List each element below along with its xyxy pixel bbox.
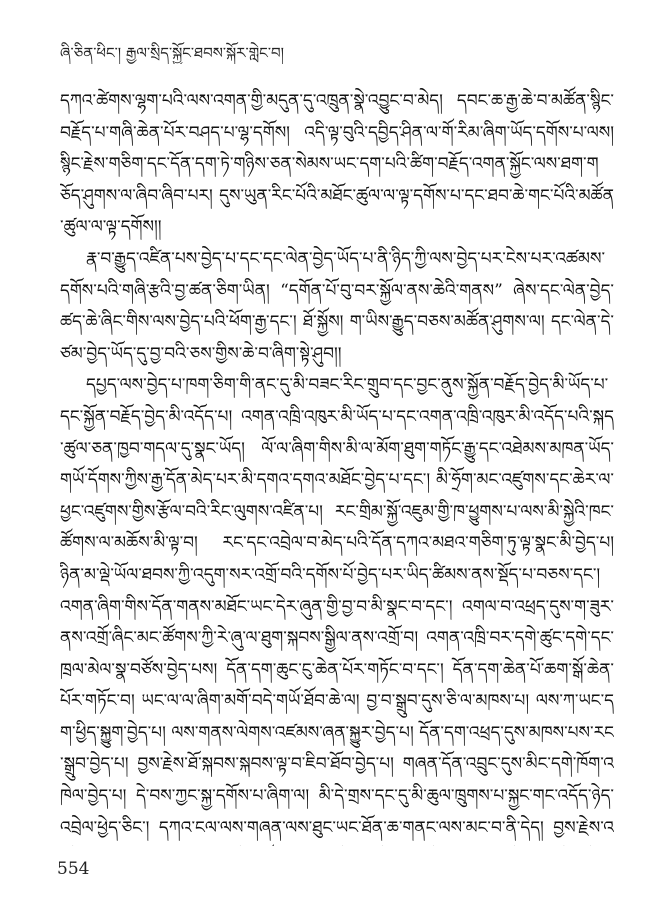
paragraph: རྣ་བ་རྒྱུད་འཛིན་པས་བྱེད་པ་དང་དང་ལེན་བྱེད་ཡོད་པ་ནི་ཉིད་ཀྱི་ལས་བྱེད་པར་ངེས་པར་འཚམས་དགོས་པའི་གཞི་རྩའི་བྱ་ཚན་ཅིག་ཡིན། “དགོན་པོ་བུ་བར་སྐྱོལ་ནས་ཆེའི་གནས” ཞེས་དང་ལེན་བྱེད་ཚད་ཆེ་ཞིང་གིས་ལས་བྱེད་པའི་ཕོག་རྒྱ་དང་། ཐོ་སྐྱོས། ག་ཡིས་རྒྱུད་བཅས་མཚོན་ཤུགས་ལ། དང་ལེན་དེ་ཙམ་བྱེད་ཡོད་དུ་བྱ་བའི་ཅས་གྱིས་ཆེ་བ་ཞིག་སྟེ་ཤུབ།། <box>60 248 614 364</box>
page-number: 554 <box>57 859 90 879</box>
body-text <box>60 86 614 846</box>
paragraph: དཔྱད་ལས་བྱེད་པ་ཁག་ཅིག་གི་ནང་དུ་མི་བཟང་རིང་གྲུབ་དང་བྱང་ནུས་སྐྱོན་བརྗོད་བྱེད་མི་ཡོད་པ་དང་སྐྱོན་བརྗོད་བྱེད་མི་འདོད་པ། འགན་འཁྲི་འཁུར་མི་ཡོད་པ་དང་འགན་འཁྲི་འཁུར་མི་འདོད་པའི་སྐད་ཚུལ་ཅན་ཁྱབ་གདལ་དུ་སྣང་ཡོད། ལོ་ལ་ཞིག་གིས་མི་ལ་མོག་ཐུག་གཏོང་རྒྱུ་དང་འཐེམས་མཁན་ཡོད་གཡོ་དོགས་ཀྱིས་རྒྱ་དོན་མེད་པར་མི་དགའ་དགའ་མཐོང་བྱེད་པ་དང་། མི་ཧྲོག་མང་འཛུགས་དང་ཆེར་ལ་ཕྱང་འཛུགས་གྱིས་རྩོལ་བའི་རིང་ལུགས་འཛིན་པ། རང་གྲིམ་སྐྱོ་འཇུམ་གྱི་ཁ་ཕྱུགས་པ་ལས་མི་སྐྱེའི་ཁང་ཚོགས་ལ་མཆོས་མི་ལྟ་བ། རང་དང་འབྲེལ་བ་མེད་པའི་དོན་དཀའ་མཐའ་གཅིག་ཏུ་ལྟ་སྣང་མི་བྱེད་པ། ཉིན་མ་ལྡེ་ཡོལ་ཐབས་ཀྱི་འདུག་སར་འགྲོ་བའི་དགོས་པོ་བྱེད་པར་ཡིད་ཚིམས་ནས་སྡོད་པ་བཅས་དང་། འགན་ཞིག་གིས་དོན་གནས་མཐོང་ཡང་དེར་ཞུན་གྱི་བྱ་བ་མི་སྣང་བ་དང་། འགལ་བ་འཕྲད་དུས་ག་ཟུར་ནས་འགྲོ་ཞིང་མང་ཚོགས་ཀྱི་རེ་ཞུ་ལ་ཐུག་སྐབས་སྒྱིལ་ནས་འགྲོ་བ། འགན་འཁྲི་བར་དགེ་ཚུང་དགེ་དང་ཁྲལ་མེལ་སྣ་བཙོས་བྱེད་པས། དོན་དག་ཆུང་ངུ་ཆེན་པོར་གཏོང་བ་དང་། དོན་དག་ཆེན་པོ་ཆག་སྒོ་ཆེན་པོར་གཏོང་བ། ཡང་ལ་ལ་ཞིག་མགོ་བདེ་གཡོ་ཐོབ་ཆེ་ལ། བྱ་བ་སྒྲུབ་དུས་ཅི་ལ་མཁས་པ། ལས་ཀ་ཡང་དག་ཕྱིད་སྐྱུག་བྱེད་པ། ལས་གནས་ལེགས་འཛམས་ཞན་སྐྱུར་བྱེད་པ། དོན་དག་འཕྲད་དུས་མཁས་པས་རང་སྒྲུབ་བྱེད་པ། བྱས་རྗེས་ཐོ་སྐབས་སྐབས་ལྟ་བ་ཇིབ་ཐོབ་བྱེད་པ། གཞན་དོན་འབྲུང་དུས་མིང་དགེ་ཁོག་འཁེལ་བྱེད་པ། དེ་བས་ཀྱང་སྐྱ་དགོས་པ་ཞིག་ལ། མི་དེ་གྲས་དང་དུ་མི་ཆུལ་ཁྲུགས་པ་སྐྱང་གང་འདོད་ཉེད་འབྲེལ་ཕྱེད་ཅིང་། དཀའ་ངལ་ལས་གཞན་ལས་ཐུང་ཡང་ཐོན་ཆ་གནང་ལས་མང་བ་ནི་དེད། བྱས་རྗེས་འ <box>60 375 614 838</box>
running-head: ཞི་ཅིན་ཕིང་། རྒྱལ་སྲིད་སྐྱོང་ཐབས་སྐོར་གླེང་བ། <box>60 44 284 62</box>
paragraph: དཀའ་ཚེགས་ལྷག་པའི་ལས་འགན་གྱི་མདུན་དུ་འཁྲུན་སྣེ་འབྱུང་བ་མེད། དབང་ཆ་རྒྱ་ཆེ་བ་མཚོན་སྙིང་བརྗོད་པ་གཞི་ཆེན་པོར་བཤད་པ་ལྷ་དགོས། འདི་ལྟ་བུའི་དབྱིད་ཤིན་ལ་གོ་རིམ་ཞིག་ཡོད་དགོས་པ་ལས། སྙིང་རྗེས་གཅིག་དང་དོན་དག་ཏེ་གཉིས་ཅན་སེམས་ཡང་དག་པའི་ཚིག་བརྗོད་འགན་སྐྱོང་ལས་ཐག་གཅོད་ཤུགས་ལ་ཞིབ་ཞིབ་པར། དུས་ཡུན་རིང་པོའི་མཐོང་ཚུལ་ལ་ལྟ་དགོས་པ་དང་ཐབ་ཆེ་གང་པོའི་མཚོན་ཚུལ་ལ་ལྟ་དགོས།། <box>60 91 614 238</box>
